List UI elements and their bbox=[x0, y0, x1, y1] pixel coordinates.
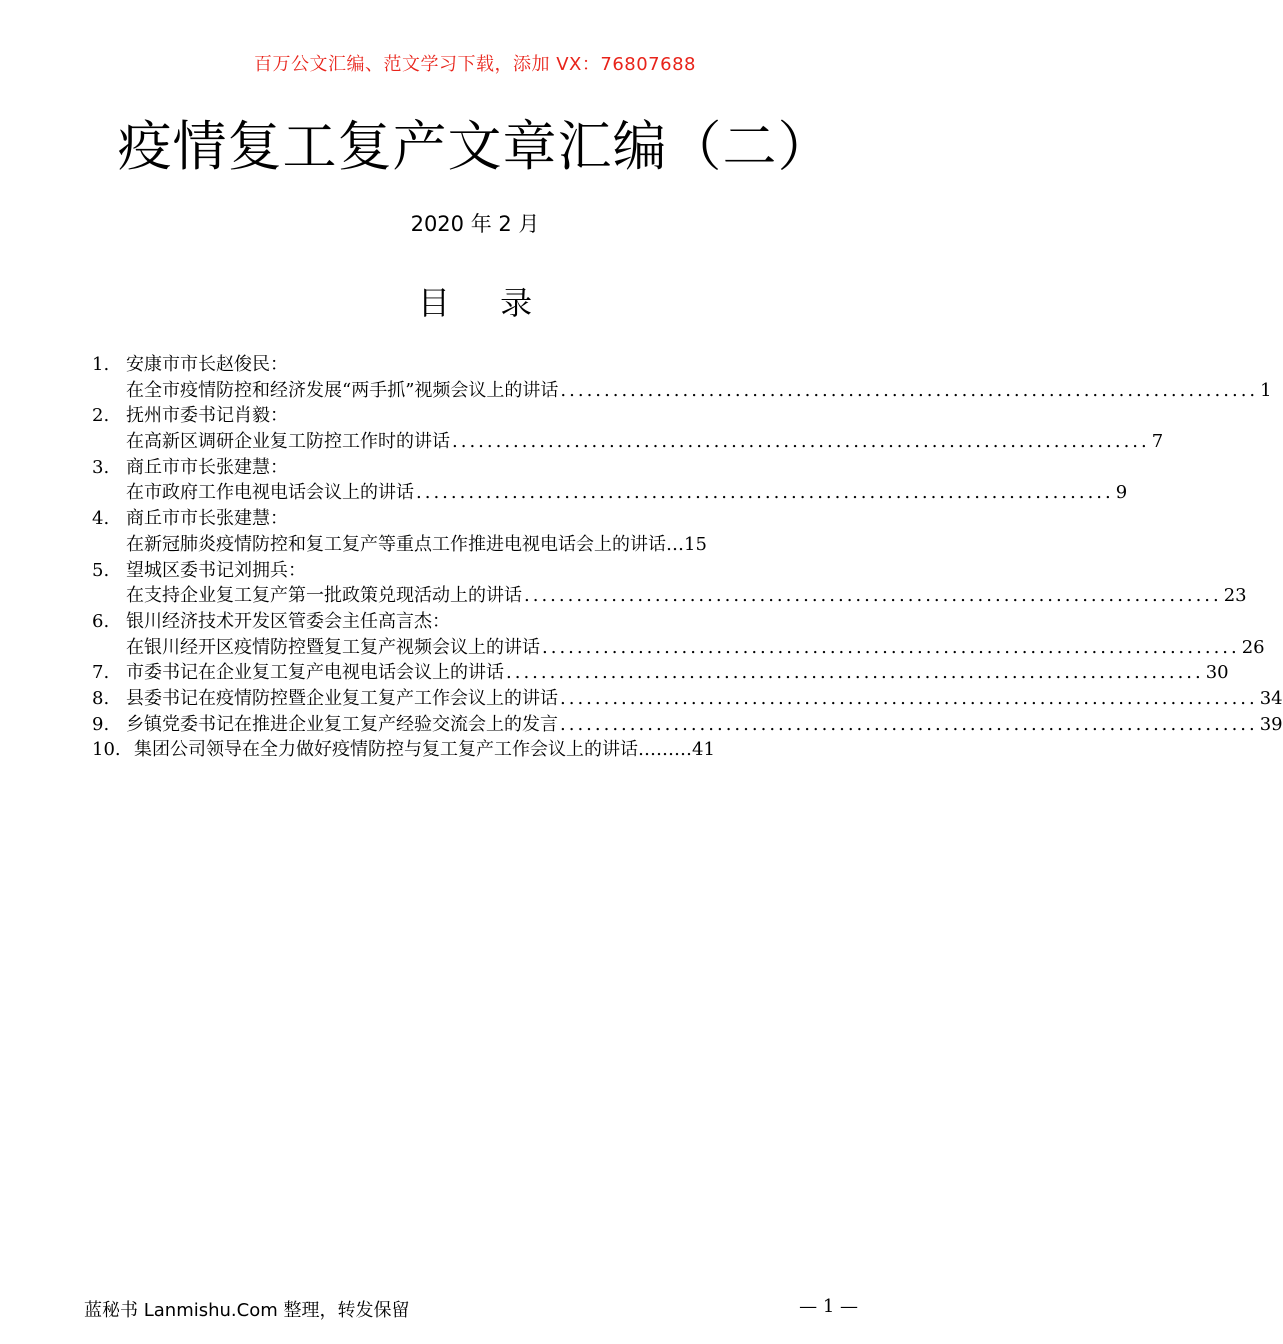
toc-speaker: 抚州市委书记肖毅： bbox=[126, 405, 288, 427]
toc-subtitle: 在全市疫情防控和经济发展“两手抓”视频会议上的讲话 bbox=[126, 379, 559, 401]
toc-entry-2-speaker[interactable] bbox=[92, 403, 862, 429]
toc-page-number: 26 bbox=[1241, 636, 1265, 658]
toc-subtitle: 在新冠肺炎疫情防控和复工复产等重点工作推进电视电话会上的讲话… bbox=[126, 533, 684, 555]
toc-speaker: 商丘市市长张建慧： bbox=[126, 508, 288, 530]
toc-leader-dots: ................................................................................ bbox=[452, 431, 1150, 453]
toc-page-number: 15 bbox=[684, 533, 707, 555]
toc-number: 6. bbox=[92, 610, 110, 632]
toc-page-number: 34 bbox=[1259, 687, 1283, 709]
toc-entry-1-speaker[interactable] bbox=[92, 352, 862, 378]
toc-entry-5-speaker[interactable] bbox=[92, 558, 862, 584]
toc-title: 集团公司领导在全力做好疫情防控与复工复产工作会议上的讲话……… bbox=[134, 739, 692, 761]
toc-speaker: 商丘市市长张建慧： bbox=[126, 456, 288, 478]
toc-leader-dots: ................................................................................ bbox=[416, 482, 1114, 504]
toc-title: 市委书记在企业复工复产电视电话会议上的讲话 bbox=[126, 662, 504, 684]
toc-entry-1-title[interactable] bbox=[92, 378, 1272, 404]
toc-title: 县委书记在疫情防控暨企业复工复产工作会议上的讲话 bbox=[126, 687, 558, 709]
toc-entry-10[interactable] bbox=[92, 737, 862, 763]
toc-number: 10. bbox=[92, 739, 121, 761]
document-date: 2020 年 2 月 bbox=[410, 212, 540, 236]
toc-speaker: 银川经济技术开发区管委会主任高言杰： bbox=[126, 610, 450, 632]
footer-page-number: — 1 — bbox=[799, 1296, 858, 1317]
toc-number: 2. bbox=[92, 405, 110, 427]
toc-entry-2-title[interactable] bbox=[92, 429, 1164, 455]
toc-page-number: 1 bbox=[1260, 379, 1272, 401]
toc-entry-3-speaker[interactable] bbox=[92, 455, 862, 481]
toc-leader-dots: ................................................................................ bbox=[524, 585, 1222, 607]
toc-number: 1. bbox=[92, 354, 110, 375]
toc-leader-dots: ................................................................................ bbox=[560, 379, 1259, 401]
toc-entry-4-speaker[interactable] bbox=[92, 506, 862, 532]
toc-entry-6-title[interactable] bbox=[92, 635, 1265, 661]
toc-leader-dots: ................................................................................ bbox=[560, 713, 1258, 735]
toc-leader-dots: ................................................................................ bbox=[506, 662, 1204, 684]
toc-speaker: 安康市市长赵俊民： bbox=[126, 354, 288, 375]
toc-number: 4. bbox=[92, 508, 110, 530]
toc-page-number: 23 bbox=[1223, 585, 1247, 607]
document-title: 疫情复工复产文章汇编（二） bbox=[117, 115, 833, 178]
toc-number: 3. bbox=[92, 456, 110, 478]
toc-subtitle: 在支持企业复工复产第一批政策兑现活动上的讲话 bbox=[126, 585, 522, 607]
toc-page-number: 30 bbox=[1205, 662, 1229, 684]
toc-entry-7[interactable] bbox=[92, 660, 1229, 686]
toc-entry-8[interactable] bbox=[92, 686, 1283, 712]
toc-page-number: 39 bbox=[1259, 713, 1283, 735]
toc-page-number: 41 bbox=[692, 739, 715, 761]
toc-entry-3-title[interactable] bbox=[92, 480, 1128, 506]
toc-page-number: 9 bbox=[1115, 482, 1128, 504]
toc-title: 乡镇党委书记在推进企业复工复产经验交流会上的发言 bbox=[126, 713, 558, 735]
toc-entry-5-title[interactable] bbox=[92, 583, 1247, 609]
toc-leader-dots: ................................................................................ bbox=[560, 687, 1258, 709]
toc-page-number: 7 bbox=[1151, 431, 1164, 453]
toc-speaker: 望城区委书记刘拥兵： bbox=[126, 559, 306, 581]
toc-entry-9[interactable] bbox=[92, 712, 1283, 738]
promo-banner: 百万公文汇编、范文学习下载，添加 VX：76807688 bbox=[254, 54, 696, 75]
toc-number: 7. bbox=[92, 662, 110, 684]
toc-subtitle: 在银川经开区疫情防控暨复工复产视频会议上的讲话 bbox=[126, 636, 540, 658]
toc-number: 8. bbox=[92, 687, 110, 709]
toc-entry-4-title[interactable] bbox=[92, 532, 862, 558]
toc-entry-6-speaker[interactable] bbox=[92, 609, 862, 635]
toc-subtitle: 在高新区调研企业复工防控工作时的讲话 bbox=[126, 431, 450, 453]
toc-heading: 目 录 bbox=[417, 284, 553, 322]
toc-subtitle: 在市政府工作电视电话会议上的讲话 bbox=[126, 482, 414, 504]
toc-number: 5. bbox=[92, 559, 110, 581]
toc-number: 9. bbox=[92, 713, 110, 735]
footer-credit: 蓝秘书 Lanmishu.Com 整理，转发保留 bbox=[84, 1300, 410, 1321]
table-of-contents bbox=[92, 352, 1283, 763]
toc-leader-dots: ................................................................................ bbox=[542, 636, 1240, 658]
